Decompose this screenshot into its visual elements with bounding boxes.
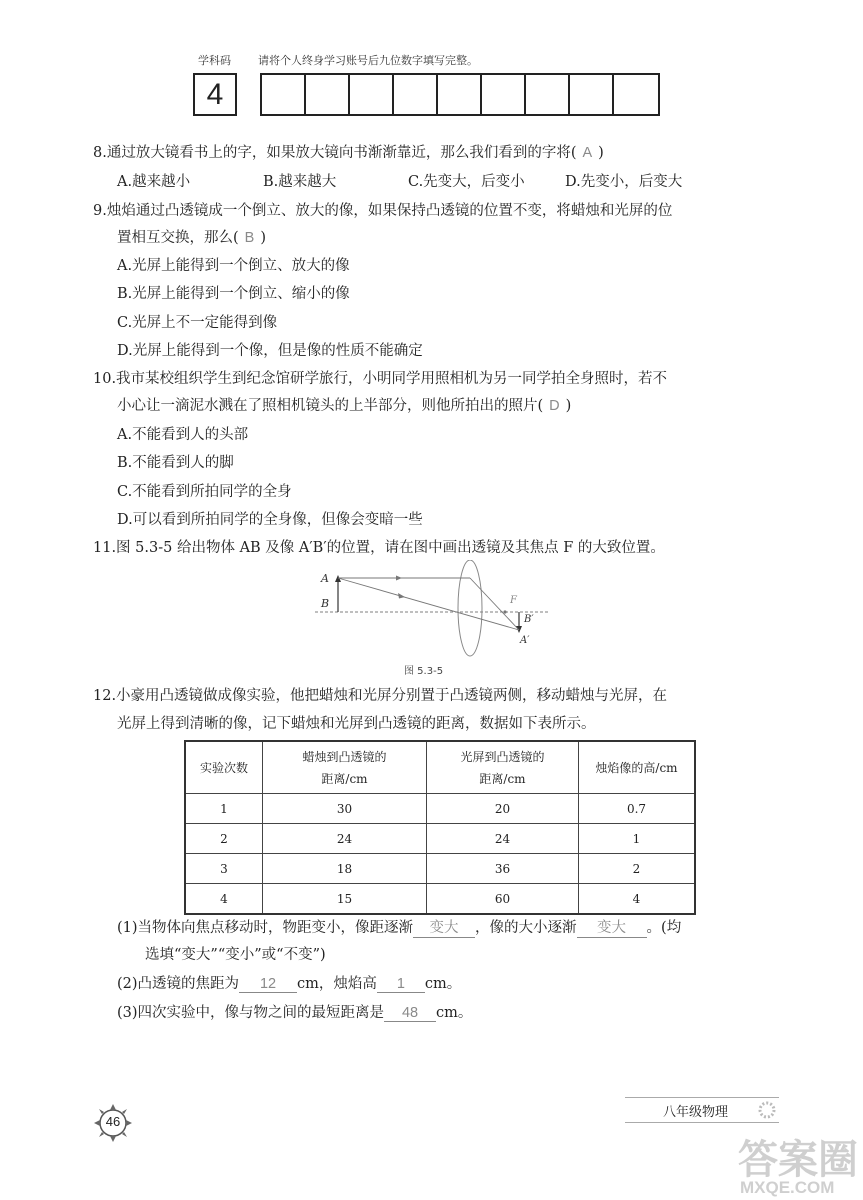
q9-option-a: A.光屏上能得到一个倒立、放大的像: [117, 258, 350, 274]
digit-cell: [306, 75, 350, 114]
q8-option-c: C.先变大，后变小: [408, 174, 525, 190]
col-header-trial: 实验次数: [185, 741, 263, 794]
col-header-object-distance: 蜡烛到凸透镜的 距离/cm: [263, 741, 427, 794]
subject-code-label: 学科码: [198, 54, 231, 67]
q12-sub1: (1)当物体向焦点移动时，物距变小，像距逐渐 变大 ，像的大小逐渐 变大 。(均: [117, 916, 681, 938]
q12-sub2-answer2: 1: [377, 976, 425, 993]
lens-ray-diagram: [310, 560, 560, 660]
digit-cell: [438, 75, 482, 114]
digit-cell: [614, 75, 658, 114]
q11-stem: 11.图 5.3-5 给出物体 AB 及像 A′B′的位置，请在图中画出透镜及其焦点 F 的大致位置。: [93, 540, 665, 556]
page-number: 46: [105, 1114, 121, 1129]
q12-sub3-answer: 48: [384, 1005, 436, 1022]
digit-cell: [394, 75, 438, 114]
digit-cell: [262, 75, 306, 114]
q9-line1: 9.烛焰通过凸透镜成一个倒立、放大的像，如果保持凸透镜的位置不变，将蜡烛和光屏的位: [93, 203, 673, 219]
digit-cell: [526, 75, 570, 114]
col-header-image-height: 烛焰像的高/cm: [579, 741, 696, 794]
label-a: A: [321, 572, 329, 585]
digit-cell: [570, 75, 614, 114]
table-row: 2 24 24 1: [185, 824, 695, 854]
q12-sub1-answer1: 变大: [413, 916, 475, 938]
q8-option-a: A.越来越小: [117, 174, 191, 190]
q12-sub3: (3)四次实验中，像与物之间的最短距离是 48 cm。: [117, 1005, 473, 1021]
q10-line2: 小心让一滴泥水溅在了照相机镜头的上半部分，则他所拍出的照片( D ): [117, 398, 572, 414]
watermark-logo: 答案圈: [738, 1138, 858, 1182]
q12-sub1-answer2: 变大: [577, 916, 647, 938]
q12-sub2-answer1: 12: [239, 976, 297, 993]
q12-sub1-line2: 选填“变大”“变小”或“不变”): [145, 947, 326, 963]
q10-line1: 10.我市某校组织学生到纪念馆研学旅行，小明同学用照相机为另一同学拍全身照时，若不: [93, 371, 668, 387]
q9-option-c: C.光屏上不一定能得到像: [117, 315, 278, 331]
lens-ellipse: [458, 560, 482, 656]
q10-option-c: C.不能看到所拍同学的全身: [117, 484, 292, 500]
q12-sub2: (2)凸透镜的焦距为 12 cm，烛焰高 1 cm。: [117, 976, 462, 992]
figure-caption: 图 5.3-5: [404, 666, 444, 677]
label-b: B: [321, 597, 330, 610]
q8-answer: A: [582, 145, 593, 161]
q12-line1: 12.小豪用凸透镜做成像实验，他把蜡烛和光屏分别置于凸透镜两侧，移动蜡烛与光屏，在: [93, 688, 668, 704]
watermark-url: MXQE.COM: [740, 1178, 835, 1197]
ray-arrow-icon: [398, 593, 405, 599]
label-a-prime: A′: [520, 635, 530, 646]
focus-point: [503, 610, 506, 613]
q8-stem: 8.通过放大镜看书上的字，如果放大镜向书渐渐靠近，那么我们看到的字将( A ): [93, 145, 604, 161]
account-instruction: 请将个人终身学习账号后九位数字填写完整。: [258, 54, 478, 67]
footer-subject: 八年级物理: [663, 1105, 729, 1120]
table-header-row: [185, 741, 695, 794]
table-row: 4 15 60 4: [185, 884, 695, 915]
q9-line2: 置相互交换，那么( B ): [117, 230, 266, 246]
q10-option-a: A.不能看到人的头部: [117, 427, 249, 443]
ray-arrow-icon: [396, 576, 402, 581]
q9-option-b: B.光屏上能得到一个倒立、缩小的像: [117, 286, 350, 302]
q8-option-d: D.先变小，后变大: [565, 174, 683, 190]
subject-footer-band: [625, 1097, 779, 1123]
table-row: 1 30 20 0.7: [185, 794, 695, 824]
digit-cell: [482, 75, 526, 114]
q9-option-d: D.光屏上能得到一个像，但是像的性质不能确定: [117, 343, 423, 359]
experiment-table: [184, 740, 696, 915]
q10-option-d: D.可以看到所拍同学的全身像，但像会变暗一些: [117, 512, 423, 528]
q9-answer: B: [244, 230, 255, 246]
table-row: 3 18 36 2: [185, 854, 695, 884]
center-ray: [338, 578, 519, 630]
page-number-badge: [93, 1103, 133, 1143]
q10-answer: D: [549, 398, 560, 414]
label-b-prime: B′: [524, 614, 534, 625]
account-digit-grid: [260, 73, 660, 116]
col-header-image-distance: 光屏到凸透镜的 距离/cm: [427, 741, 579, 794]
digit-cell: [350, 75, 394, 114]
subject-code-box: 4: [193, 73, 237, 116]
label-f: F: [510, 595, 517, 606]
q12-line2: 光屏上得到清晰的像，记下蜡烛和光屏到凸透镜的距离，数据如下表所示。: [117, 716, 596, 732]
q10-option-b: B.不能看到人的脚: [117, 455, 234, 471]
q8-option-b: B.越来越大: [263, 174, 337, 190]
flower-icon: [757, 1100, 777, 1120]
